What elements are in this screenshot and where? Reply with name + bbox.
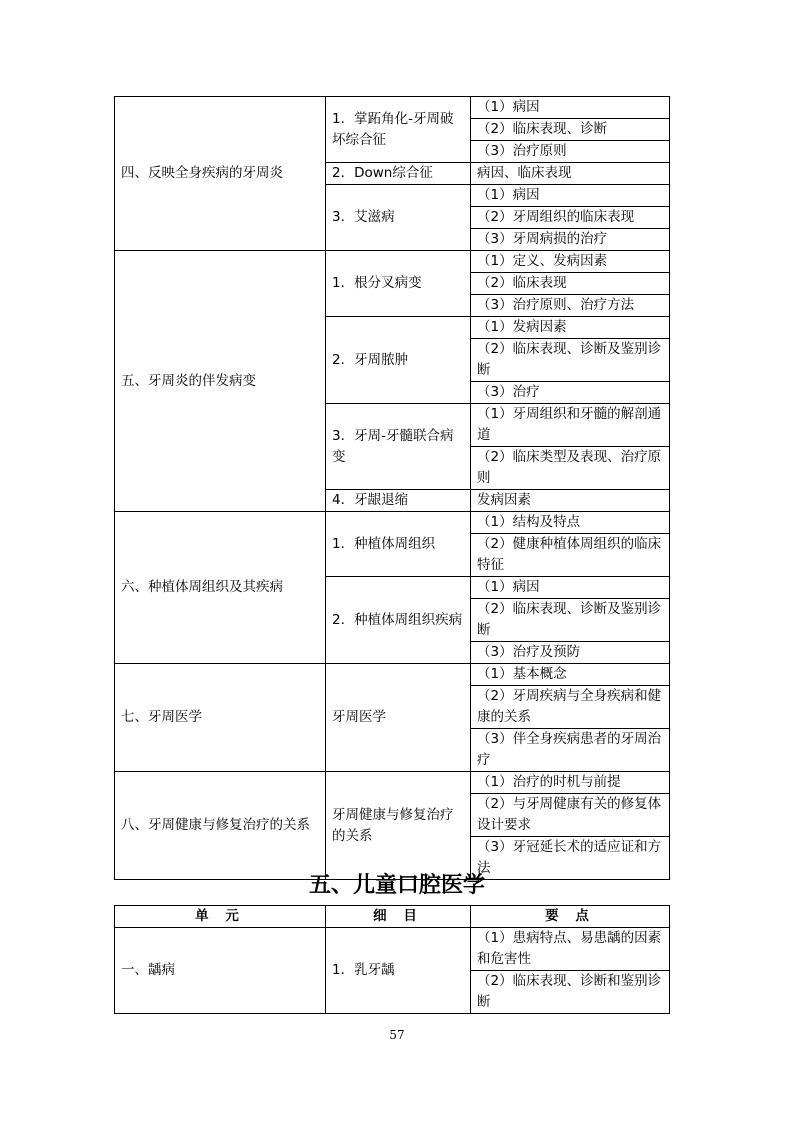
table-row: [115, 97, 670, 119]
detail-cell: 2．牙周脓肿: [326, 317, 471, 404]
detail-cell: 1．乳牙龋: [326, 928, 471, 1014]
detail-cell: 牙周健康与修复治疗的关系: [326, 772, 471, 880]
point-cell: （3）伴全身疾病患者的牙周治疗: [471, 729, 670, 772]
point-cell: （1）基本概念: [471, 664, 670, 686]
point-cell: （2）临床表现、诊断及鉴别诊断: [471, 339, 670, 382]
page-number: 57: [389, 1028, 405, 1042]
point-cell: （1）病因: [471, 185, 670, 207]
point-cell: （3）治疗: [471, 382, 670, 404]
detail-cell: 2．种植体周组织疾病: [326, 577, 471, 664]
point-cell: （1）定义、发病因素: [471, 251, 670, 273]
header-unit: 单 元: [115, 906, 326, 928]
unit-cell: 一、龋病: [115, 928, 326, 1014]
point-cell: （2）临床表现、诊断及鉴别诊断: [471, 599, 670, 642]
section-title: 五、儿童口腔医学: [308, 872, 485, 898]
table-header-row: [115, 906, 670, 928]
point-cell: （2）健康种植体周组织的临床特征: [471, 534, 670, 577]
detail-cell: 1．根分叉病变: [326, 251, 471, 317]
header-detail: 细 目: [326, 906, 471, 928]
point-cell: （3）治疗原则: [471, 141, 670, 163]
detail-cell: 2．Down综合征: [326, 163, 471, 185]
detail-cell: 3．艾滋病: [326, 185, 471, 251]
detail-cell: 牙周医学: [326, 664, 471, 772]
point-cell: （2）牙周组织的临床表现: [471, 207, 670, 229]
point-cell: 发病因素: [471, 490, 670, 512]
detail-cell: 4．牙龈退缩: [326, 490, 471, 512]
detail-cell: 1．种植体周组织: [326, 512, 471, 577]
point-cell: （2）临床表现、诊断: [471, 119, 670, 141]
syllabus-table-pediatric: [114, 905, 670, 1014]
point-cell: 病因、临床表现: [471, 163, 670, 185]
point-cell: （1）发病因素: [471, 317, 670, 339]
point-cell: （3）治疗原则、治疗方法: [471, 295, 670, 317]
point-cell: （3）牙冠延长术的适应证和方法: [471, 837, 670, 880]
point-cell: （2）临床表现: [471, 273, 670, 295]
point-cell: （2）牙周疾病与全身疾病和健康的关系: [471, 686, 670, 729]
table-row: [115, 772, 670, 794]
table-row: [115, 251, 670, 273]
point-cell: （1）患病特点、易患龋的因素和危害性: [471, 928, 670, 971]
point-cell: （3）治疗及预防: [471, 642, 670, 664]
point-cell: （2）临床表现、诊断和鉴别诊断: [471, 971, 670, 1014]
unit-cell: 六、种植体周组织及其疾病: [115, 512, 326, 664]
detail-cell: 3．牙周-牙髓联合病变: [326, 404, 471, 490]
point-cell: （3）牙周病损的治疗: [471, 229, 670, 251]
syllabus-table-periodontics: [114, 96, 670, 880]
point-cell: （2）与牙周健康有关的修复体设计要求: [471, 794, 670, 837]
unit-cell: 七、牙周医学: [115, 664, 326, 772]
unit-cell: 四、反映全身疾病的牙周炎: [115, 97, 326, 251]
point-cell: （1）病因: [471, 97, 670, 119]
header-points: 要 点: [471, 906, 670, 928]
point-cell: （1）牙周组织和牙髓的解剖通道: [471, 404, 670, 447]
point-cell: （1）病因: [471, 577, 670, 599]
unit-cell: 五、牙周炎的伴发病变: [115, 251, 326, 512]
table-row: [115, 512, 670, 534]
detail-cell: 1．掌跖角化-牙周破坏综合征: [326, 97, 471, 163]
table-row: [115, 928, 670, 971]
unit-cell: 八、牙周健康与修复治疗的关系: [115, 772, 326, 880]
point-cell: （1）治疗的时机与前提: [471, 772, 670, 794]
point-cell: （2）临床类型及表现、治疗原则: [471, 447, 670, 490]
table-row: [115, 664, 670, 686]
point-cell: （1）结构及特点: [471, 512, 670, 534]
